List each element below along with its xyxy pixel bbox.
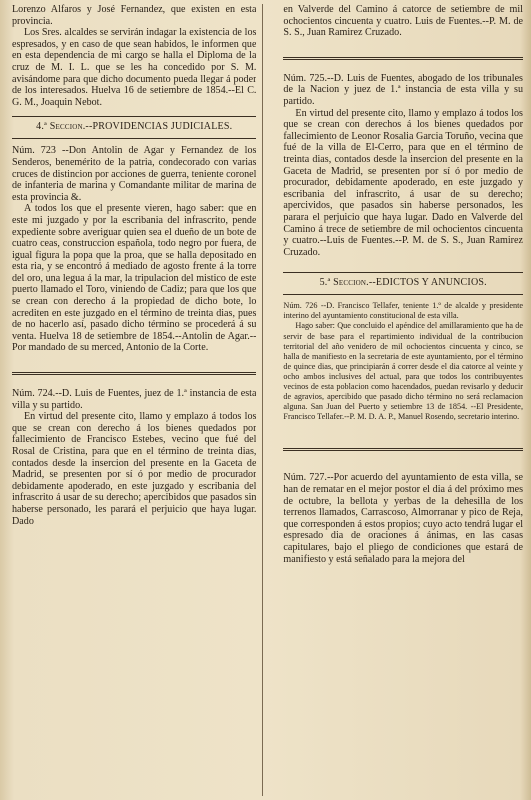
- intro-paragraph-1: Lorenzo Alfaros y José Fernandez, que existen en esta provincia.: [12, 4, 257, 27]
- notice-divider: [283, 57, 523, 60]
- section-divider: [283, 294, 523, 295]
- notice-726-header: Núm. 726 --D. Francisco Tellafer, teniente 1.º de alcalde y presidente interino del ayuntamiento constitucional de esta villa.: [283, 301, 523, 321]
- notice-724-body: En virtud del presente cito, llamo y emplazo á todos los que se crean con derecho á los bienes quedados por fallecimiento de Francisco Estebes, vecino que fué del Rosal de Cristina, para que en el término de treinta dias, contados desde la insercion del presente en la Gaceta de Madrid, se presenten por sí ó por medio de procurador debidamente apoderado, en este juzgado y escribania del infrascrito á usar de su derecho; apercibidos que pasados sin haberse personado, les parará el perjuicio que haya lugar. Dado: [12, 411, 257, 527]
- notice-724-continuation: en Valverde del Camino á catorce de setiembre de mil ochocientos cincuenta y cuatro. Luis de Fuentes.--P. M. de S. S., Juan Ramirez Cruzado.: [283, 4, 523, 39]
- notice-727-body: Núm. 727.--Por acuerdo del ayuntamiento de esta villa, se han de rematar en el mejor postor el dia á del próximo mes de octubre, la bellota y yerbas de la dehesilla de los terrenos llamados, Carrascoso, Almorranar y pico de Reja, que corresponden á estos propios; cuyo acto tendrá lugar el espresado dia de oraciones á ánimas, en las casas capitulares, bajo el pliego de condiciones que estará de manifiesto y está señalado para la mejora del: [283, 472, 523, 565]
- section-divider: [12, 138, 256, 139]
- notice-divider: [12, 372, 256, 375]
- notice-725-body: En virtud del presente cito, llamo y emplazo á todos los que se crean con derechos á los bienes quedados por fallecimiento de Leonor Rosalia Garcia Toruño, vecina que fué de la villa de El-Cerro, para que en el término de treinta dias, contados desde la insercion del presente en la Gaceta de Madrid, se presenten por sí ó por medio de procurador, debidamente apoderado, en este juzgado y escribania del infrascrito, á usar de su derecho; apercividos, que pasados sin haberse personados, les parara el perjuicio que haya lugar. Dado en Valverde del Camino á trece de setiembre de mil ochocientos cincuenta y cuatro.--Luis de Fuentes.--P. M. de S. S., Juan Ramirez Cruzado.: [283, 107, 523, 258]
- notice-725-header: Núm. 725.--D. Luis de Fuentes, abogado de los tribunales de la Nacion y juez de 1.ª instancia de esta villa y su partido.: [283, 72, 523, 107]
- section-heading-edictos: 5.ª Seccion.--EDICTOS Y ANUNCIOS.: [319, 277, 487, 289]
- notice-723-body: A todos los que el presente vieren, hago saber: que en este mi juzgado y por la escribania del infrascrito, pende expediente sobre averiguar quien sea el dueño de un bote de cuatro ceas, construccion española, todo negro por fuera, de igual figura la popa que la proa, que se halla depositado en esta ria, y se encontró á mediado de agosto frente á la torre del oro, una legua á la mar, la tripulacion del mistico de este puerto llamado el Toro, viniendo de Cadiz; para que los que se crean con derecho á la propiedad de dicho bote, lo acrediten en este juzgado en el término de treinta dias, pues de no hacerlo así, pasado dicho término se procederá á su venta. Huelva 18 de setiembre de 1854.--Antolin de Agar.--Por mandado de su merced, Antonio de la Corte.: [12, 203, 257, 354]
- section-divider: [283, 272, 523, 273]
- left-column: [12, 4, 256, 796]
- intro-paragraph-2: Los Sres. alcaldes se servirán indagar la existencia de los espresados, y en caso de que sean habidos, le informen que en esta dependencia de mi cargo se halla el Diploma de la cruz de M. I. L. que se les ha concedido por S. M. avisándome para que dicho documento pueda llegar á poder de los interesados. Huelva 16 de setiembre de 1854.--El C. G. M., Joaquin Nebot.: [12, 27, 257, 108]
- notice-726: [283, 301, 523, 422]
- notice-divider: [283, 448, 523, 451]
- column-rule: [262, 4, 263, 796]
- notice-723-header: Núm. 723 --Don Antolin de Agar y Fernandez de los Senderos, benemérito de la patria, condecorado con varias cruces de distincion por acciones de guerra, teniente coronel de infanteria de marina y Comandante militar de marina de esta provincia &.: [12, 145, 257, 203]
- section-heading-providencias: 4.ª Seccion.--PROVIDENCIAS JUDICIALES.: [36, 121, 233, 133]
- right-column: [283, 4, 523, 796]
- section-divider: [12, 116, 256, 117]
- page-columns: [12, 4, 523, 796]
- notice-726-body: Hago saber: Que concluido el apéndice del amillaramiento que ha de servir de base para el repartimiento individual de la contribucion territorial del año venidero de mil ochocientos cincuenta y cinco, se halla de manifiesto en la secretaria de este ayuntamiento, por el término de quince dias, que principiarán á correr desde el dia catorce al veinte y ocho ambos inclusives del actual, para que todos los contribuyentes vecinos de esta poblacion como hacendados, puedan revisarlo y deducir de agravios, apercibido que pasado dicho término no será reclamacion alguna. San Juan del Puerto y setiembre 13 de 1854. --El Presidente, Francisco Tellafer.--P. M. D. A. P., Manuel Rosendo, secretario interino.: [283, 321, 523, 422]
- notice-724-header: Núm. 724.--D. Luis de Fuentes, juez de 1.ª instancia de esta villa y su partido.: [12, 388, 257, 411]
